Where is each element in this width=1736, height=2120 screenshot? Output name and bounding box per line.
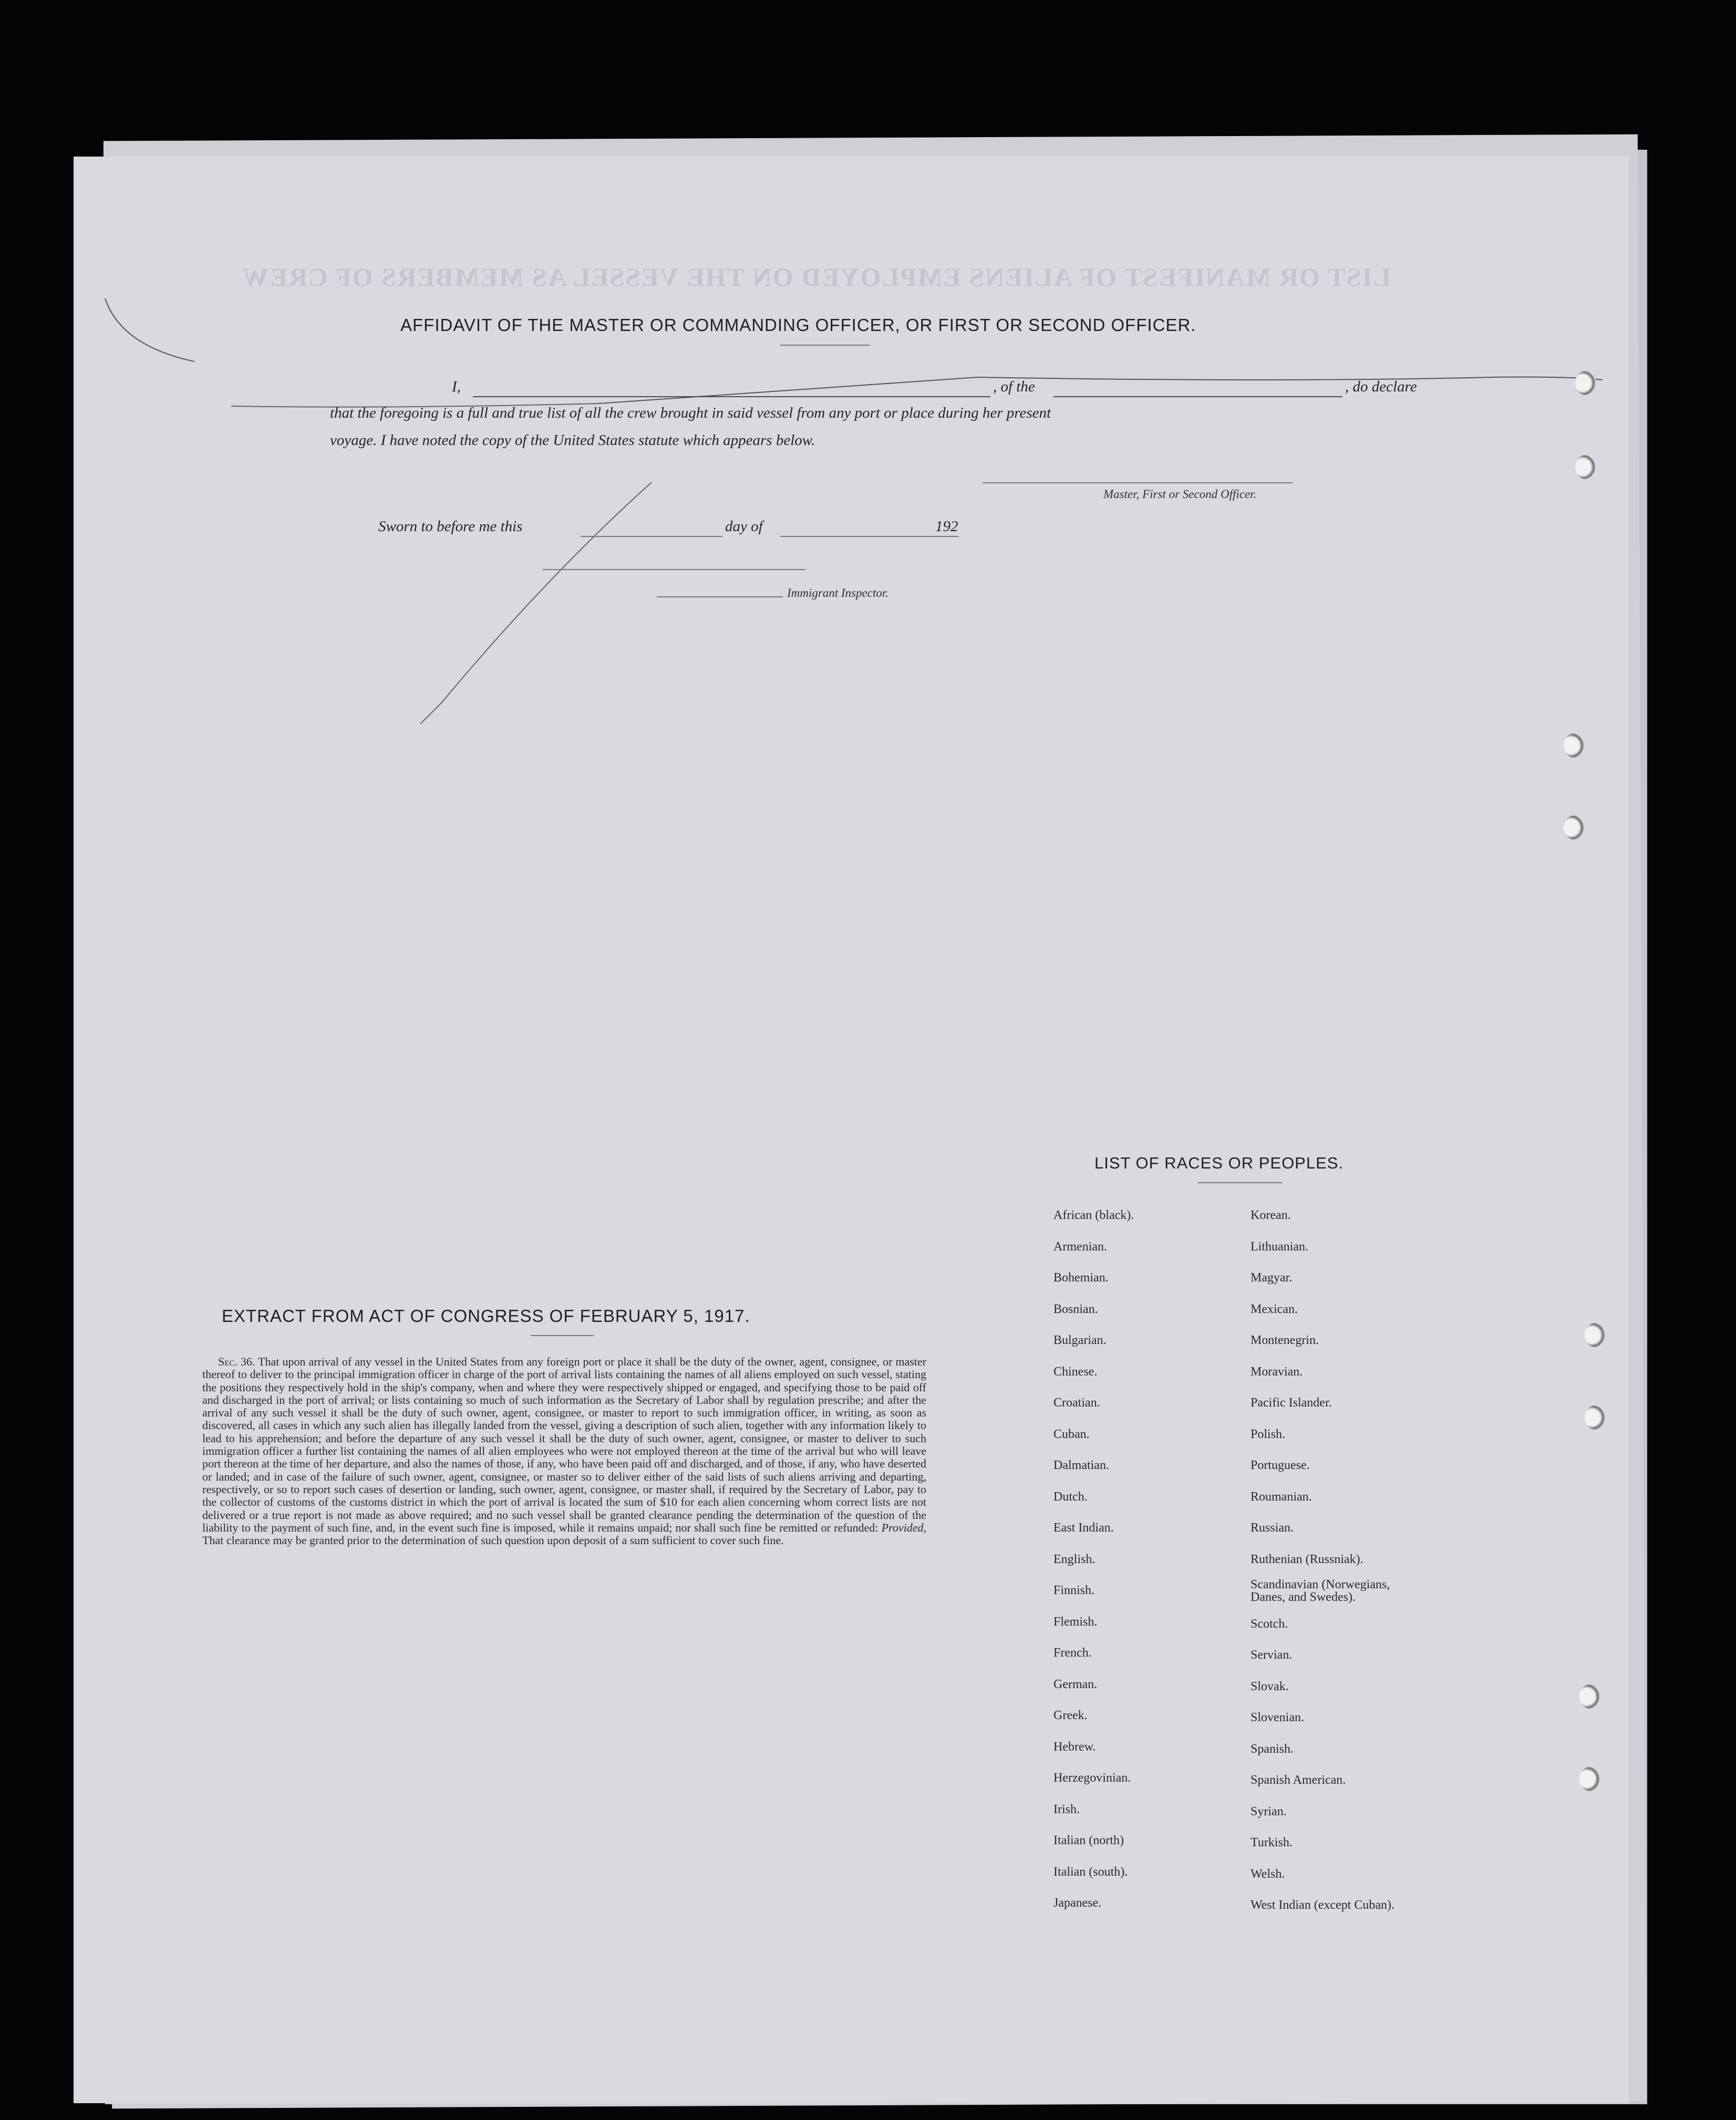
races-list [1053, 1208, 1500, 1912]
race-item: Scotch. [1251, 1617, 1288, 1631]
name-blank[interactable] [473, 396, 990, 397]
punch-hole [1575, 455, 1596, 479]
race-item: Ruthenian (Russniak). [1251, 1552, 1363, 1566]
inspector-line-2[interactable] [657, 596, 783, 597]
title-divider [780, 345, 870, 346]
race-item: Dutch. [1053, 1490, 1088, 1504]
race-item: Servian. [1251, 1648, 1293, 1662]
inspector-label: Immigrant Inspector. [787, 586, 888, 599]
race-item: Bohemian. [1053, 1271, 1109, 1285]
race-item: Russian. [1251, 1521, 1294, 1535]
race-item: Slovak. [1251, 1679, 1289, 1693]
race-item: Spanish American. [1251, 1773, 1346, 1787]
race-item: Mexican. [1251, 1302, 1298, 1316]
race-item: Dalmatian. [1053, 1459, 1109, 1472]
section-body: That upon arrival of any vessel in the United States from any foreign port or place it shall be the duty of the owner, agent, consignee, or master thereof to deliver to the principal immigration officer in charge of the port of arrival lists containing the names of all aliens employed on such vessel, stating the positions they respectively hold in the ship's company, when and where they were respectively shipped or engaged, and specifying those to be paid off and discharged in the port of arrival; or lists containing so much of such information as the Secretary of Labor shall by regulation prescribe; and after the arrival of any such vessel it shall be the duty of such owner, agent, consignee, or master to report to such immigration officer, in writing, as soon as discovered, all cases in which any such alien has illegally landed from the vessel, giving a description of such alien, together with any information likely to lead to his apprehension; and before the departure of any such vessel it shall be the duty of such owner, agent, consignee, or master to deliver to such immigration officer a further list containing the names of all alien employees who were not employed thereon at the time of the arrival but who will leave port thereon at the time of her departure, and also the names of those, if any, who have been paid off and discharged, and of those, if any, who have deserted or landed; and in case of the failure of such owner, agent, consignee, or master so to deliver either of the said lists of such aliens arriving and departing, respectively, or so to report such cases of desertion or landing, such owner, agent, consignee, or master shall, if required by the Secretary of Labor, pay to the collector of customs of the customs district in which the port of arrival is located the sum of $10 for each alien concerning whom correct lists are not delivered or a true report is not made as above required; and no such vessel shall be granted clearance pending the determination of the question of the liability to the payment of such fine, and, in the event such fine is imposed, while it remains unpaid; nor shall such fine be remitted or refunded: [202, 1355, 926, 1534]
race-item: Italian (north) [1053, 1834, 1124, 1847]
race-item: Moravian. [1251, 1364, 1303, 1379]
race-item: Portuguese. [1251, 1459, 1310, 1472]
races-title: LIST OF RACES OR PEOPLES. [1094, 1154, 1344, 1172]
race-item: Slovenian. [1251, 1711, 1304, 1724]
race-item: Scandinavian (Norwegians, Danes, and Swedes). [1251, 1578, 1390, 1604]
punch-hole [1579, 1767, 1600, 1791]
race-item: Welsh. [1251, 1867, 1285, 1881]
race-item: Spanish. [1251, 1742, 1294, 1756]
provided-label: Provided, [881, 1521, 926, 1534]
punch-hole [1585, 1405, 1606, 1430]
race-item: Finnish. [1053, 1584, 1095, 1597]
declaration-i: I, [452, 378, 461, 395]
race-item: Lithuanian. [1251, 1239, 1308, 1254]
punch-hole [1575, 371, 1596, 395]
day-blank[interactable] [581, 536, 722, 537]
race-item: Cuban. [1053, 1427, 1090, 1441]
declaration-line-2: that the foregoing is a full and true list of all the crew brought in said vessel from any port or place during her present [330, 405, 1051, 421]
punch-hole [1585, 1323, 1606, 1347]
race-item: Croatian. [1053, 1396, 1100, 1410]
punch-hole [1579, 1684, 1600, 1709]
race-item: English. [1053, 1552, 1096, 1566]
show-through-title: LIST OR MANIFEST OF ALIENS EMPLOYED ON THE VESSEL AS MEMBERS OF CREW [242, 262, 1391, 292]
statute-text [202, 1356, 926, 1547]
vessel-blank[interactable] [1053, 396, 1342, 397]
signature-label: Master, First or Second Officer. [1103, 488, 1257, 501]
race-item: Magyar. [1251, 1271, 1293, 1285]
provided-text: That clearance may be granted prior to the determination of such question upon deposit of a sum sufficient to cover such fine. [202, 1534, 784, 1547]
race-item: Hebrew. [1053, 1740, 1096, 1754]
race-item: Korean. [1251, 1208, 1291, 1222]
declaration-line-3: voyage. I have noted the copy of the United States statute which appears below. [330, 432, 815, 449]
document-page [74, 157, 1629, 2103]
race-item: French. [1053, 1646, 1092, 1660]
year-text: 192 [935, 518, 958, 535]
races-divider [1198, 1182, 1282, 1183]
section-label: Sec. 36. [218, 1355, 255, 1368]
race-item: Herzegovinian. [1053, 1771, 1131, 1785]
race-item: Flemish. [1053, 1615, 1098, 1629]
inspector-line-1[interactable] [543, 569, 805, 570]
race-item: Bulgarian. [1053, 1333, 1107, 1347]
race-item: Greek. [1053, 1709, 1088, 1722]
race-item: West Indian (except Cuban). [1251, 1898, 1394, 1912]
race-item: Roumanian. [1251, 1490, 1312, 1504]
month-blank[interactable] [780, 536, 959, 537]
day-of-text: day of [725, 518, 763, 535]
race-item: Bosnian. [1053, 1302, 1098, 1316]
race-item: Syrian. [1251, 1804, 1287, 1818]
extract-divider [531, 1335, 594, 1336]
race-item: Irish. [1053, 1802, 1080, 1816]
race-item: East Indian. [1053, 1521, 1114, 1535]
punch-hole [1564, 733, 1585, 758]
punch-hole [1564, 815, 1585, 840]
race-item: Polish. [1251, 1427, 1286, 1441]
race-item: African (black). [1053, 1208, 1134, 1222]
race-item: Chinese. [1053, 1364, 1098, 1379]
race-item: Montenegrin. [1251, 1333, 1319, 1347]
signature-line[interactable] [983, 482, 1293, 483]
race-item: Japanese. [1053, 1896, 1102, 1910]
declaration-of-the: , of the [993, 378, 1035, 395]
race-item: Pacific Islander. [1251, 1396, 1332, 1410]
race-item: Italian (south). [1053, 1865, 1128, 1879]
declaration-do-declare: , do declare [1345, 378, 1417, 395]
race-item: Turkish. [1251, 1836, 1293, 1849]
race-item: German. [1053, 1677, 1098, 1691]
affidavit-title: AFFIDAVIT OF THE MASTER OR COMMANDING OFFICER, OR FIRST OR SECOND OFFICER. [400, 315, 1196, 335]
race-item: Armenian. [1053, 1239, 1107, 1254]
extract-title: EXTRACT FROM ACT OF CONGRESS OF FEBRUARY 5, 1917. [222, 1306, 750, 1326]
sworn-text: Sworn to before me this [378, 518, 523, 535]
